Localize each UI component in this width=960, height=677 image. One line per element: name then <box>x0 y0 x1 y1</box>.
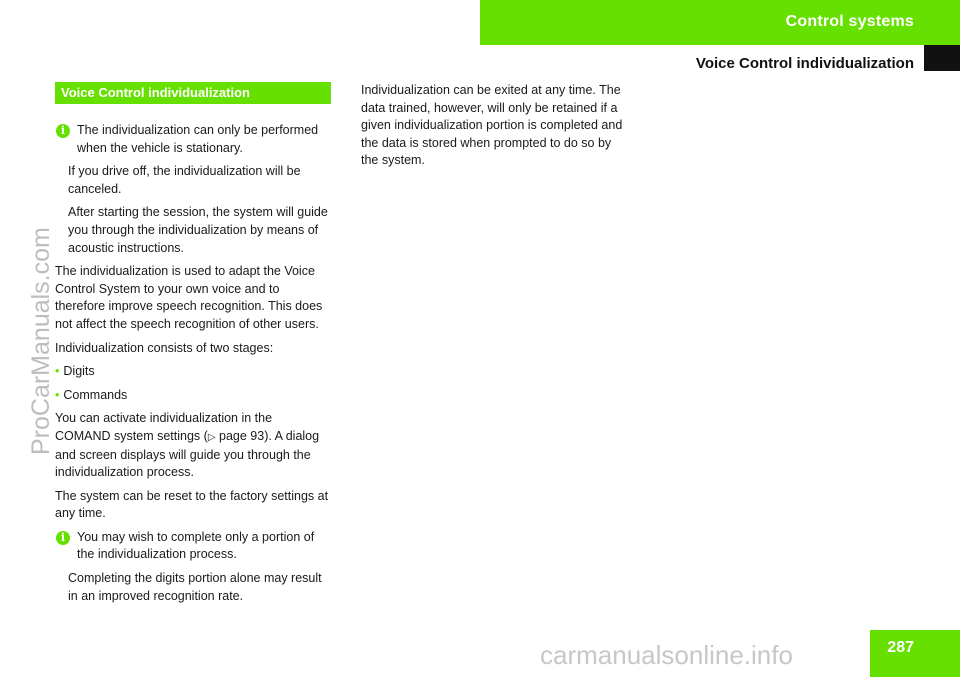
list-item-label: Digits <box>63 364 95 379</box>
list-item <box>55 363 331 381</box>
left-column <box>55 82 331 611</box>
paragraph-text: ). A dialog and screen displays will guide you through the individualization process. <box>55 428 320 480</box>
body-paragraph: The individualization is used to adapt the Voice Control System to your own voice and to therefore improve speech recognition. This does not affect the speech recognition of other users. <box>55 264 323 331</box>
page-ref-link[interactable]: page 93 <box>219 428 265 443</box>
header-section-bar <box>480 0 960 45</box>
thumb-tab <box>924 45 960 71</box>
body-paragraph: Individualization can be exited at any time. The data trained, however, will only be retained if a given individualization portion is completed and the data is stored when prompted to do so by the system. <box>361 83 623 168</box>
info-text: Completing the digits portion alone may result in an improved recognition rate. <box>68 571 322 603</box>
info-icon: i <box>56 124 70 138</box>
article-title: Voice Control individualization <box>55 82 331 104</box>
info-text: After starting the session, the system will guide you through the individualization by means of acoustic instructions. <box>68 205 328 255</box>
right-column <box>361 82 631 176</box>
body-paragraph: Individualization consists of two stages: <box>55 340 274 355</box>
info-note-2 <box>55 529 331 605</box>
page-ref-icon: ▷ <box>207 431 216 443</box>
page-number: 287 <box>887 639 914 656</box>
body-paragraph <box>55 410 331 481</box>
section-title: Control systems <box>785 13 914 30</box>
paragraph-text: You can activate individualization in the COMAND system settings ( <box>55 411 273 443</box>
list-item-label: Commands <box>63 387 128 402</box>
info-text: The individualization can only be performed when the vehicle is stationary. <box>77 123 319 155</box>
info-text: If you drive off, the individualization will be canceled. <box>68 164 301 196</box>
subsection-title: Voice Control individualization <box>695 55 914 72</box>
info-text: You may wish to complete only a portion of the individualization process. <box>77 529 315 562</box>
info-icon: i <box>56 531 70 545</box>
page-number-box <box>870 630 960 677</box>
footer-watermark: carmanualsonline.info <box>540 640 793 670</box>
side-watermark: ProCarManuals.com <box>27 227 55 455</box>
body-paragraph: The system can be reset to the factory settings at any time. <box>55 488 329 521</box>
bullet-icon: • <box>55 387 60 402</box>
info-note-1 <box>55 122 331 257</box>
list-item <box>55 387 331 405</box>
bullet-icon: • <box>55 364 60 379</box>
